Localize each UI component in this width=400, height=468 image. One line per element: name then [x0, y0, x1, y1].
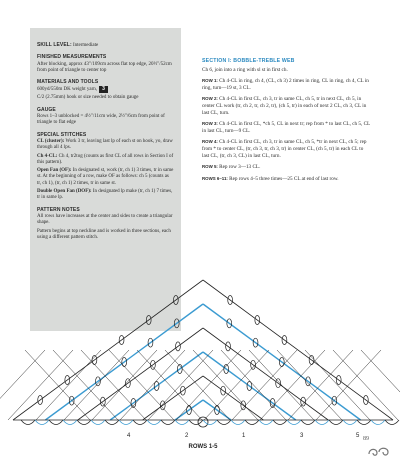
- lattice-strand: [288, 350, 353, 420]
- chain-loop: [35, 420, 49, 425]
- row-label: ROW 2:: [202, 96, 218, 102]
- chain-loop: [91, 420, 105, 425]
- chain-loop: [49, 420, 63, 425]
- row-number-2: 2: [185, 433, 189, 439]
- row-number-1: 1: [242, 433, 246, 439]
- chain-loop: [343, 420, 357, 425]
- notes-text-1: All rows have increases at the center and sides to create a triangular shape.: [37, 213, 173, 226]
- notes-heading: PATTERN NOTES: [37, 206, 80, 213]
- yarn-text: 600yd/550m DK weight yarn,: [37, 86, 97, 92]
- lattice-strand: [333, 350, 398, 420]
- crochet-chart: [0, 270, 400, 460]
- chain-loop: [287, 420, 301, 425]
- chain-loop: [119, 420, 133, 425]
- stitch-web: [0, 280, 400, 427]
- chain-loop: [175, 420, 189, 425]
- row-label: ROW 1:: [202, 78, 218, 84]
- stitch-name: Open Fan (OF):: [37, 168, 72, 174]
- diagram-caption: ROWS 1-5: [188, 444, 218, 450]
- lattice-strand: [305, 350, 370, 420]
- notes-text-2: Pattern begins at top neckline and is worked in three sections, each using a different pattern stitch.: [37, 228, 171, 240]
- chain-loop: [105, 420, 119, 425]
- row-chain-left: [13, 280, 203, 420]
- stitches-heading: SPECIAL STITCHES: [37, 131, 87, 138]
- row-chain-right: [203, 376, 263, 420]
- chain-loop: [77, 420, 91, 425]
- chain-loop: [231, 420, 245, 425]
- gauge-text: Rows 1–3 unblocked = 4½"/11cm wide, 2½"/6cm from point of triangle to flat edge: [37, 114, 165, 126]
- row-label: ROW 5:: [202, 164, 218, 170]
- chain-loop: [133, 420, 147, 425]
- page-number: 89: [363, 436, 369, 442]
- lattice-strand: [8, 350, 73, 420]
- chain-loop: [357, 420, 371, 425]
- chain-loop: [217, 420, 231, 425]
- row-chain-right: [203, 328, 328, 420]
- swirl-logo-icon: [366, 444, 392, 460]
- skill-value: Intermediate: [72, 43, 99, 48]
- lattice-strand: [361, 350, 400, 420]
- stitch-desc: In designated lp make (tr, ch 1) 7 times, tr in same lp.: [37, 189, 173, 201]
- skill-level: [37, 42, 174, 49]
- row-text: Rep row 3—13 CL.: [219, 164, 261, 171]
- lattice-strand: [0, 350, 45, 420]
- stitch-open-fan: [37, 168, 174, 187]
- chain-loop: [21, 420, 35, 425]
- row-label: ROW 4:: [202, 139, 218, 145]
- chain-loop: [147, 420, 161, 425]
- row-chain-right: [203, 280, 393, 420]
- row-number-5: 5: [356, 433, 360, 439]
- foundation-ring: [198, 417, 208, 427]
- yarn-weight-icon: 3: [99, 86, 108, 93]
- section-title: SECTION I: BOBBLE-TREBLE WEB: [202, 58, 295, 64]
- lattice-strand: [176, 350, 241, 420]
- stitch-cluster: [37, 139, 174, 152]
- row-chain-left: [175, 400, 203, 420]
- stitch-name: CL (cluster):: [37, 138, 65, 144]
- materials-heading: MATERIALS AND TOOLS: [37, 79, 99, 86]
- stitch-desc: Ch 4, tr2tog (counts as first CL of all rows in Section I of this pattern).: [37, 153, 174, 165]
- row-2: [202, 96, 370, 116]
- row-3: [202, 121, 370, 134]
- row-1: [202, 78, 370, 91]
- chain-loop: [273, 420, 287, 425]
- lattice-strand: [260, 350, 325, 420]
- chain-loop: [161, 420, 175, 425]
- row-label: ROWS 6–11:: [202, 175, 228, 181]
- skill-heading: SKILL LEVEL:: [37, 42, 72, 48]
- row-number-labels: [127, 433, 360, 439]
- chain-loop: [315, 420, 329, 425]
- gauge-heading: GAUGE: [37, 106, 56, 113]
- chain-loop: [371, 420, 385, 425]
- row-number-3: 3: [300, 433, 304, 439]
- chain-loop: [385, 420, 399, 425]
- lattice-strand: [36, 350, 101, 420]
- row-text: Ch 4-CL in ring, ch 4, (CL, ch 3) 2 times in ring, CL in ring, ch 4, CL in ring, turn—19 st, 3 CL.: [202, 78, 369, 91]
- row-text: Ch 4-CL in first CL, ch 3, tr in same CL, ch 5, *tr in next CL, ch 5; rep from * to center CL, (tr, ch 3, tr, ch 3, tr) in center CL, (ch 5, tr) in each CL to last CL, (tr, ch 3, CL) in last CL, turn.: [202, 139, 367, 159]
- row-number-4: 4: [127, 433, 131, 439]
- finished-text: After blocking, approx 43"/109cm across flat top edge, 20½"/52cm from point of triangle to center top: [37, 61, 172, 73]
- chain-loop: [301, 420, 315, 425]
- row-label: ROW 3:: [202, 121, 218, 127]
- chain-loop: [203, 420, 217, 425]
- row-chain-left: [78, 328, 203, 420]
- chain-loop: [63, 420, 77, 425]
- stitch-ch4cl: [37, 154, 174, 167]
- chain-loop: [189, 420, 203, 425]
- stitch-desc: In designated st, work (tr, ch 1) 3 times, tr in same st. At the beginning of a row, make OF as follows: ch 5 (counts as tr, ch 1), (tr, ch 1) 2 times, tr in same st.: [37, 168, 174, 186]
- rows-6-11: [202, 176, 370, 183]
- pattern-instructions: [202, 58, 370, 187]
- row-chain-left: [143, 376, 203, 420]
- row-chain-right: [203, 400, 231, 420]
- stitch-name: Ch 4-CL:: [37, 153, 58, 159]
- row-text: Rep rows 4–5 three times—25 CL at end of last row.: [229, 175, 339, 182]
- lattice-strand: [25, 350, 90, 420]
- lattice-strand: [53, 350, 118, 420]
- hook-text: C/2 (2.75mm) hook or size needed to obtain gauge: [37, 95, 139, 101]
- lattice-strand: [316, 350, 381, 420]
- stitch-desc: Work 3 tr, leaving last lp of each st on hook, yo, draw through all 4 lps.: [37, 138, 173, 151]
- lattice-strand: [81, 350, 146, 420]
- finished-heading: FINISHED MEASUREMENTS: [37, 54, 107, 61]
- chain-loop: [259, 420, 273, 425]
- chain-loop: [245, 420, 259, 425]
- intro-text: Ch 6, join into a ring with sl st in first ch.: [202, 66, 288, 73]
- stitch-double-open-fan: [37, 189, 174, 202]
- row-4: [202, 139, 370, 159]
- chain-loop: [329, 420, 343, 425]
- row-chain-left: [45, 304, 203, 420]
- stitch-name: Double Open Fan (DOF):: [37, 189, 92, 195]
- row-text: Ch 4-CL in first CL, ch 3, tr in same CL, ch 5, tr in next CL, ch 5, in center CL work (tr, ch 2, tr, ch 2, tr), (ch 5, tr) in each of next 2 CL, ch 3, CL in last CL, turn.: [202, 96, 367, 116]
- row-chain-right: [203, 304, 361, 420]
- row-5: [202, 164, 370, 171]
- yarn-line: [37, 86, 174, 93]
- row-text: Ch 4-CL in first CL, *ch 5, CL in next tr; rep from * to last CL, ch 5, CL in last CL, turn—9 CL.: [202, 121, 371, 134]
- lattice-strand: [165, 350, 230, 420]
